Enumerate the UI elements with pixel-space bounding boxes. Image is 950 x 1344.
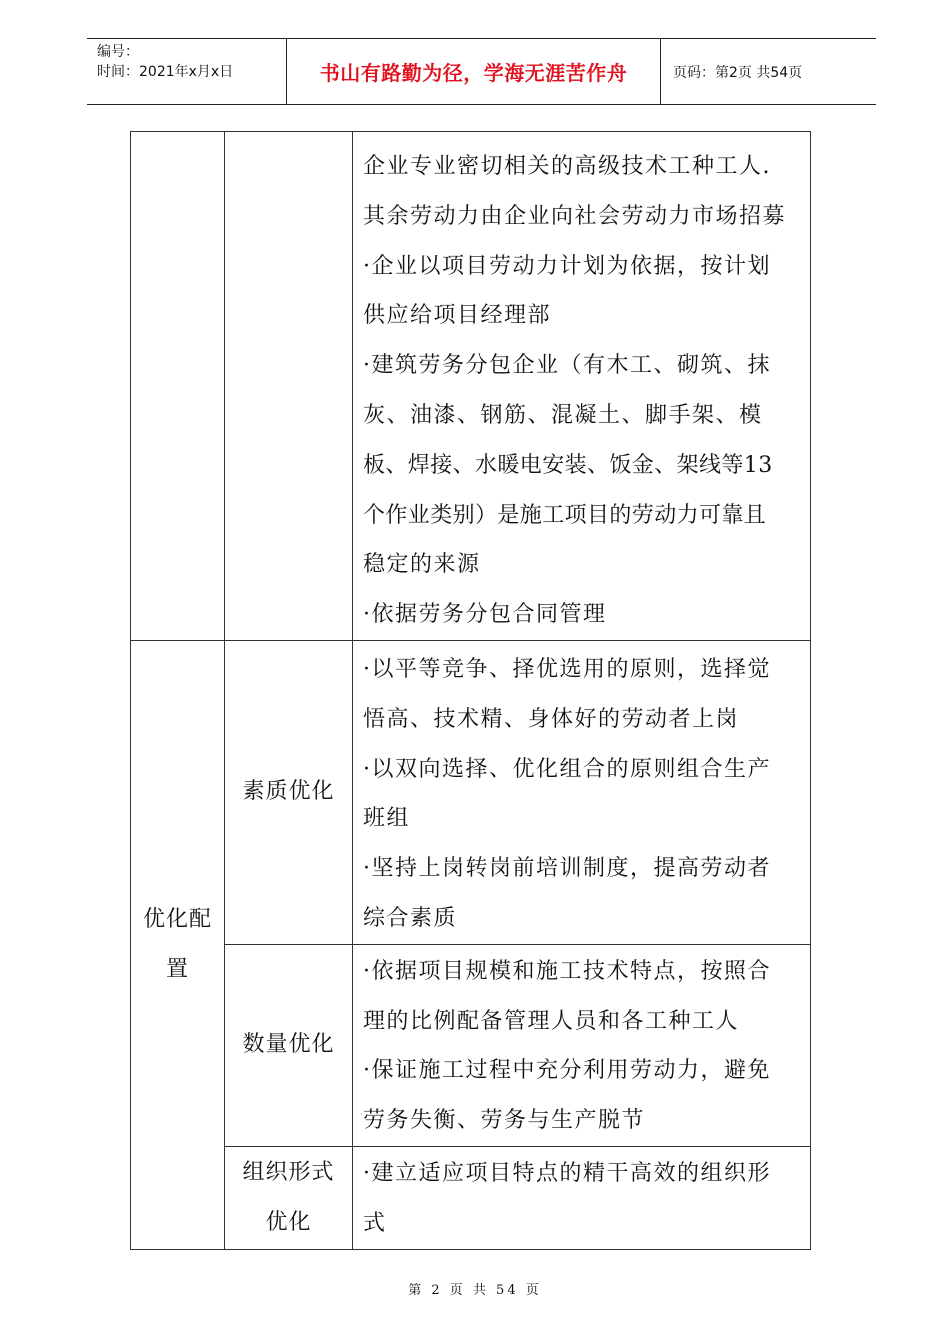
subcategory-cell: 数量优化: [225, 944, 353, 1146]
description-line: 灰、油漆、钢筋、混凝土、脚手架、模: [363, 402, 763, 428]
time-label: 时间：2021年x月x日: [97, 64, 234, 80]
description-line: 其余劳动力由企业向社会劳动力市场招募: [363, 203, 787, 229]
description-cell: [353, 944, 811, 1146]
category-cell: [131, 132, 225, 641]
description-cell: [353, 640, 811, 944]
description-line: ·企业以项目劳动力计划为依据，按计划: [363, 253, 771, 279]
table-row: [131, 1146, 811, 1249]
description-line: ·坚持上岗转岗前培训制度，提高劳动者: [363, 856, 771, 882]
table-row: [131, 132, 811, 641]
description-line: 劳务失衡、劳务与生产脱节: [363, 1108, 646, 1134]
description-line: 板、焊接、水暖电安装、饭金、架线等13: [363, 452, 773, 478]
header-page-label: 页码：第2页 共54页: [673, 64, 803, 81]
subcategory-label: 组织形式优化: [242, 1159, 335, 1235]
description-line: ·依据劳务分包合同管理: [363, 602, 607, 628]
description-line: 理的比例配备管理人员和各工种工人: [363, 1008, 740, 1034]
page-footer: 第 2 页 共 54 页: [408, 1283, 542, 1298]
description-line: 企业专业密切相关的高级技术工种工人.: [363, 154, 771, 179]
description-cell: [353, 1146, 811, 1249]
description-line: 班组: [363, 806, 411, 832]
description-line: 个作业类别）是施工项目的劳动力可靠且: [363, 502, 767, 528]
category-cell: [131, 640, 225, 1249]
description-line: ·保证施工过程中充分利用劳动力，避免: [363, 1058, 771, 1084]
description-line: ·建筑劳务分包企业（有木工、砌筑、抹: [363, 353, 771, 379]
description-line: 式: [363, 1210, 387, 1236]
category-label: 优化配置: [142, 906, 212, 982]
header-motto: 书山有路勤为径，学海无涯苦作舟: [287, 39, 661, 104]
number-label: 编号：: [97, 44, 139, 60]
subcategory-cell: 素质优化: [225, 640, 353, 944]
description-line: 综合素质: [363, 905, 458, 931]
content-table: [130, 131, 811, 1250]
table-row: [131, 640, 811, 944]
description-cell: [353, 132, 811, 641]
description-line: ·以平等竞争、择优选用的原则，选择觉: [363, 656, 771, 682]
page-header: [87, 38, 876, 105]
description-line: ·以双向选择、优化组合的原则组合生产: [363, 756, 771, 782]
description-line: 悟高、技术精、身体好的劳动者上岗: [363, 706, 740, 732]
description-line: ·依据项目规模和施工技术特点，按照合: [363, 958, 771, 984]
description-line: ·建立适应项目特点的精干高效的组织形: [363, 1160, 771, 1186]
table-row: [131, 944, 811, 1146]
description-line: 稳定的来源: [363, 552, 481, 578]
description-line: 供应给项目经理部: [363, 303, 552, 329]
subcategory-cell: [225, 1146, 353, 1249]
subcategory-cell: [225, 132, 353, 641]
header-meta: [87, 39, 287, 104]
